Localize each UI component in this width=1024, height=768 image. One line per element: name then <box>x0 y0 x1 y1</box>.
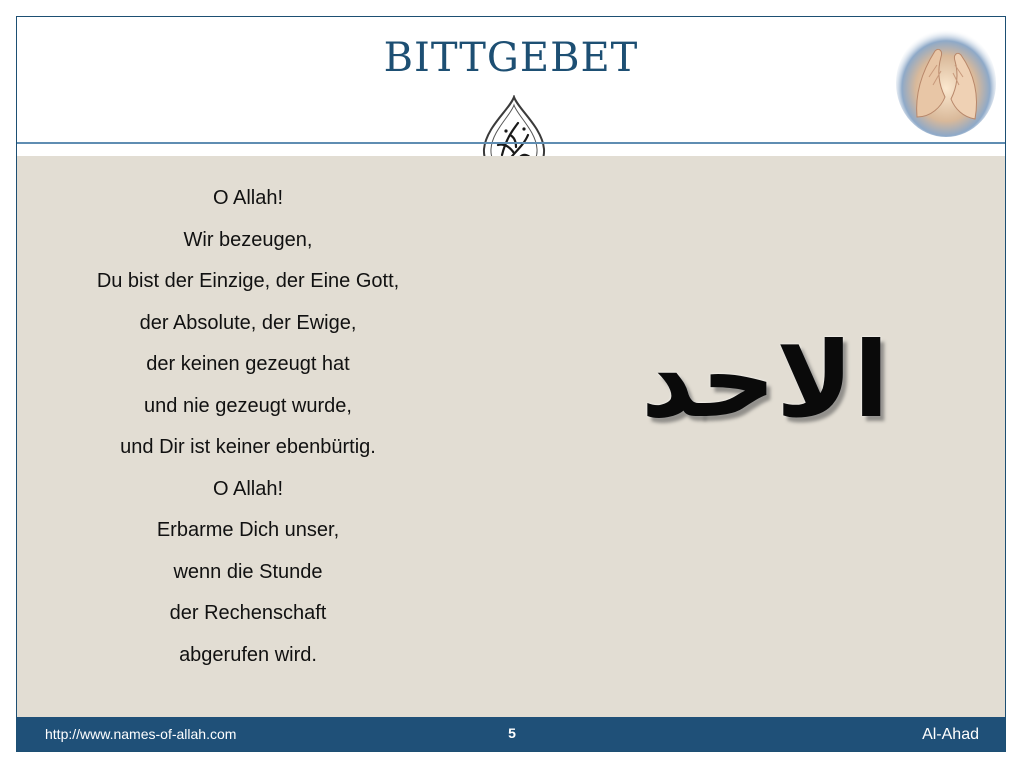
prayer-line: und nie gezeugt wurde, <box>144 394 352 417</box>
footer-name: Al-Ahad <box>922 726 979 743</box>
prayer-line: wenn die Stunde <box>173 560 323 583</box>
prayer-line: O Allah! <box>212 477 284 500</box>
slide-title: BITTGEBET <box>383 35 639 81</box>
prayer-line: Du bist der Einzige, der Eine Gott, <box>96 270 400 292</box>
header-divider <box>17 142 1005 144</box>
prayer-line: O Allah! <box>212 187 284 209</box>
prayer-line: und Dir ist keiner ebenbürtig. <box>120 436 376 458</box>
footer-bar <box>17 717 1005 752</box>
slide-header <box>17 17 1005 144</box>
arabic-name-al-ahad: الاحد <box>640 319 890 441</box>
footer-url-link[interactable]: http://www.names-of-allah.com <box>45 726 237 742</box>
prayer-line: der Rechenschaft <box>169 602 327 624</box>
page-number: 5 <box>508 725 516 741</box>
prayer-text <box>48 178 448 676</box>
prayer-line: Erbarme Dich unser, <box>156 519 340 541</box>
prayer-line: Wir bezeugen, <box>183 228 313 251</box>
praying-hands-icon <box>895 25 997 137</box>
prayer-line: abgerufen wird. <box>179 643 317 666</box>
prayer-line: der Absolute, der Ewige, <box>139 311 357 334</box>
prayer-line: der keinen gezeugt hat <box>146 353 350 375</box>
